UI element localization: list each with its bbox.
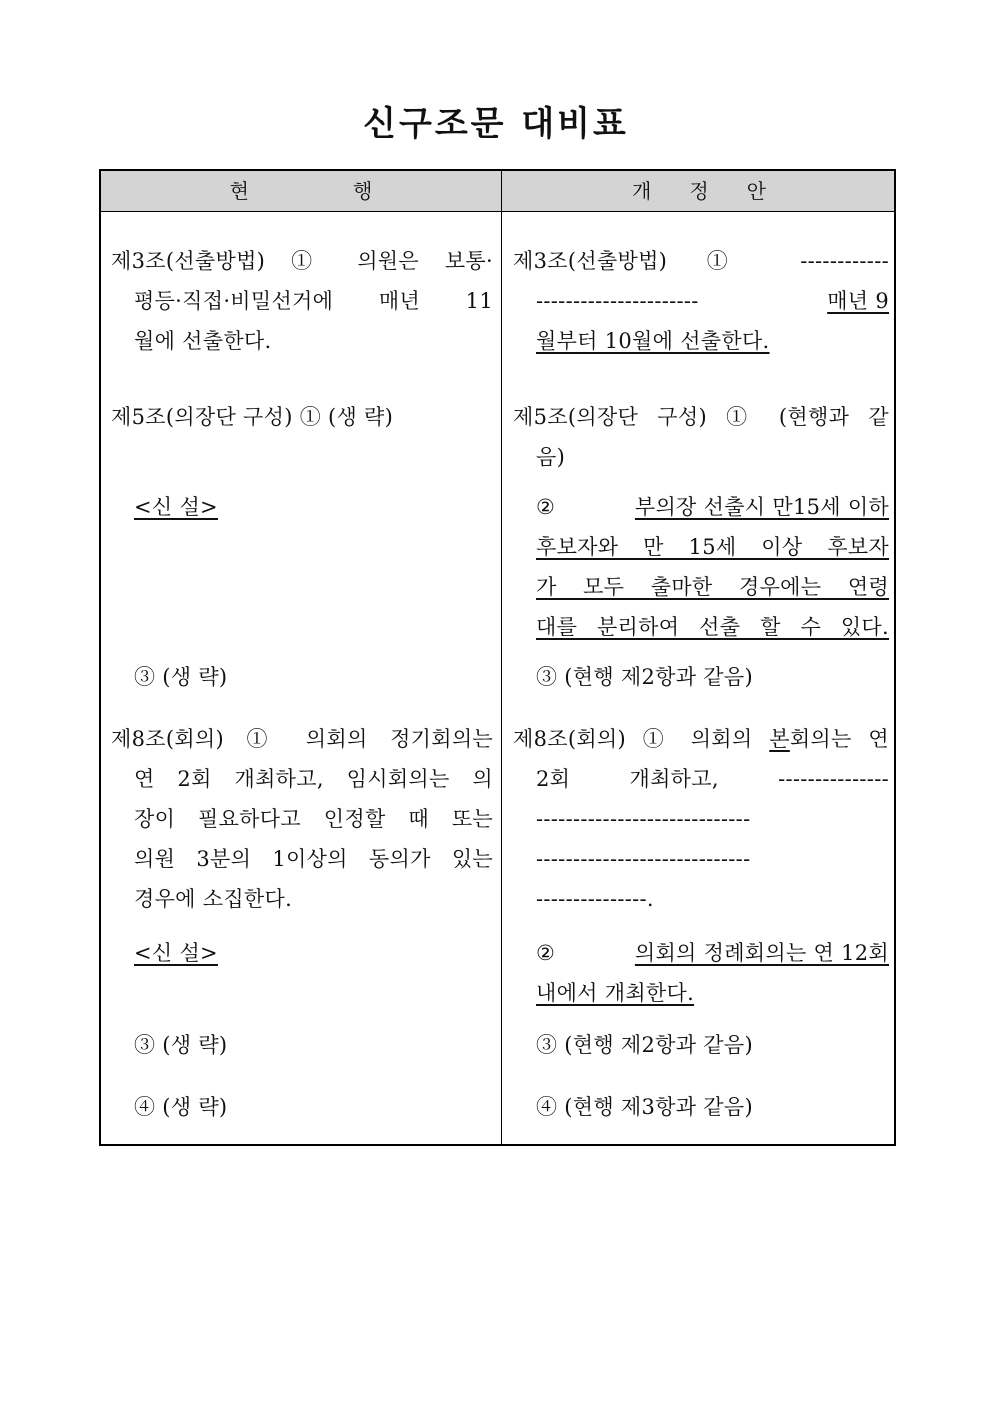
- art5-3-proposed: [513, 657, 889, 697]
- art8-proposed-line-5: ---------------.: [536, 887, 654, 911]
- new-provision-label: <신 설>: [134, 941, 218, 965]
- art8-2-text-2: 내에서 개최한다.: [536, 981, 695, 1005]
- art8-4-current: [111, 1087, 493, 1127]
- art8-2-proposed: [513, 933, 889, 1013]
- comparison-table: [99, 169, 896, 1146]
- art5-3-current-text: ③ (생 략): [134, 665, 228, 689]
- art5-proposed-line-2: 음): [536, 445, 566, 469]
- art8-3-proposed: [513, 1025, 889, 1065]
- art5-3-current: [111, 657, 493, 697]
- art8-current-line-1: 제8조(회의) ① 의회의 정기회의는: [111, 727, 493, 751]
- art5-2-current: [111, 487, 493, 527]
- art8-3-current: [111, 1025, 493, 1065]
- art8-current-line-3: 장이 필요하다고 인정할 때 또는: [134, 807, 493, 831]
- art5-2-text-2: 후보자와 만 15세 이상 후보자: [536, 535, 889, 559]
- art3-current-line-2: 평등·직접·비밀선거에 매년 11: [134, 289, 493, 313]
- art8-3-current-text: ③ (생 략): [134, 1033, 228, 1057]
- header-current-char-2: 행: [353, 179, 373, 203]
- art3-current-line-1: 제3조(선출방법) ① 의원은 보통·: [111, 249, 493, 273]
- art8-2-text-1: 의회의 정례회의는 연 12회: [634, 941, 889, 965]
- art8-2-proposed-line-1: [536, 933, 889, 973]
- art5-proposed: [513, 397, 889, 477]
- art8-proposed-line-2: 2회 개최하고, ---------------: [536, 767, 889, 791]
- art3-proposed: [513, 241, 889, 361]
- art3-current: [111, 241, 493, 361]
- table-header: [101, 171, 894, 212]
- page-title: 신구조문 대비표: [363, 104, 629, 144]
- art5-2-text-3: 가 모두 출마한 경우에는 연령: [536, 575, 889, 599]
- art8-4-proposed: [513, 1087, 889, 1127]
- new-provision-label: <신 설>: [134, 495, 218, 519]
- header-proposed-char-1: 개: [632, 179, 652, 203]
- header-current-char-1: 현: [229, 179, 249, 203]
- art8-proposed: [513, 719, 889, 919]
- art3-current-line-3: 월에 선출한다.: [134, 329, 272, 353]
- art8-current-line-4: 의원 3분의 1이상의 동의가 있는: [134, 847, 493, 871]
- art3-proposed-line-1: 제3조(선출방법) ① ------------: [513, 249, 889, 273]
- art5-current: [111, 397, 493, 437]
- art8-proposed-line-3: -----------------------------: [536, 807, 751, 831]
- art3-proposed-line-3: [513, 321, 889, 361]
- art5-3-proposed-text: ③ (현행 제2항과 같음): [536, 665, 753, 689]
- art5-2-text-1: 부의장 선출시 만15세 이하: [634, 495, 889, 519]
- art5-2-proposed: [513, 487, 889, 647]
- art8-3-proposed-text: ③ (현행 제2항과 같음): [536, 1033, 753, 1057]
- art8-2-current: [111, 933, 493, 973]
- header-current: [101, 171, 501, 211]
- header-proposed: [502, 171, 896, 211]
- art3-proposed-dashes: ----------------------: [536, 289, 699, 313]
- art8-current-line-5: 경우에 소집한다.: [134, 887, 293, 911]
- art8-prefix: 제8조(회의) ① 의회의: [513, 727, 770, 751]
- clause-number: ②: [536, 941, 556, 965]
- art3-proposed-line-2: [513, 281, 889, 321]
- art5-2-text-4: 대를 분리하여 선출 할 수 있다.: [536, 615, 889, 639]
- art8-current-line-2: 연 2회 개최하고, 임시회의는 의: [134, 767, 493, 791]
- art5-current-line-1: 제5조(의장단 구성) ① (생 략): [111, 405, 394, 429]
- art8-proposed-line-1: [513, 719, 889, 759]
- art8-4-proposed-text: ④ (현행 제3항과 같음): [536, 1095, 753, 1119]
- art8-current: [111, 719, 493, 919]
- art3-proposed-amend-end: 월부터 10월에 선출한다.: [536, 329, 770, 353]
- art8-amended-word: 본: [769, 727, 790, 751]
- column-divider: [501, 171, 502, 1144]
- art3-proposed-amend-start: 매년 9: [827, 289, 889, 313]
- header-proposed-char-3: 안: [746, 179, 766, 203]
- art8-4-current-text: ④ (생 략): [134, 1095, 228, 1119]
- art8-proposed-line-4: -----------------------------: [536, 847, 751, 871]
- header-proposed-char-2: 정: [689, 179, 709, 203]
- art5-proposed-line-1: 제5조(의장단 구성) ① (현행과 같: [513, 405, 889, 429]
- art8-suffix: 회의는 연: [789, 727, 889, 751]
- art5-2-proposed-line-1: [536, 487, 889, 527]
- clause-number: ②: [536, 495, 556, 519]
